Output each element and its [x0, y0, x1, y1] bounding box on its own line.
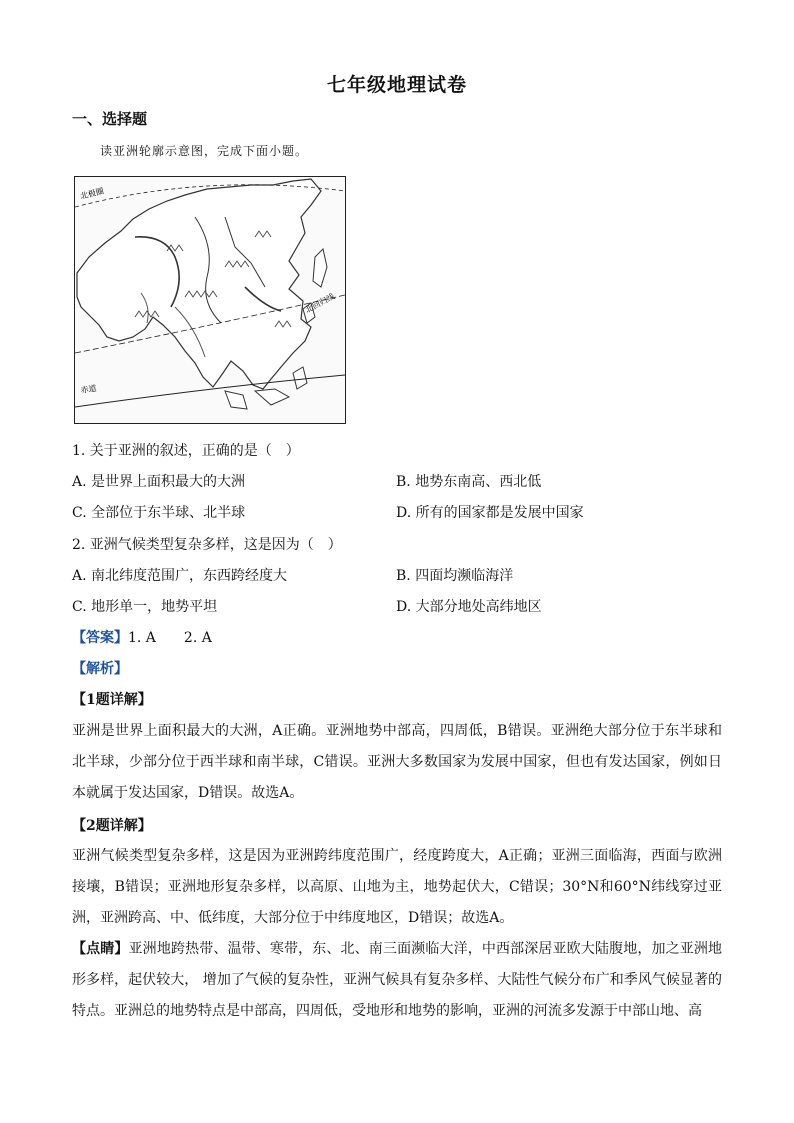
q2-option-c[interactable]: C. 地形单一，地势平坦	[72, 599, 218, 615]
q1-option-a[interactable]: A. 是世界上面积最大的大洲	[72, 474, 246, 490]
q2-option-b[interactable]: B. 四面均濒临海洋	[396, 568, 514, 584]
section-heading: 一、选择题	[72, 110, 148, 128]
answer-label: 【答案】	[72, 630, 128, 646]
question-2-stem: 2. 亚洲气候类型复杂多样，这是因为（ ）	[72, 537, 342, 553]
map-intro: 读亚洲轮廓示意图，完成下面小题。	[100, 144, 309, 158]
tropic-label: 北回归线	[303, 291, 337, 315]
detail-2-text: 亚洲气候类型复杂多样，这是因为亚洲跨纬度范围广，经度跨度大，A正确；亚洲三面临海，西面与欧洲接壤，B错误；亚洲地形复杂多样，以高原、山地为主，地势起伏大，C错误；30°N和60°N纬线穿过亚洲，亚洲跨高、中、低纬度，大部分位于中纬度地区，D错误；故选A。	[72, 848, 722, 926]
asia-outline-map	[74, 176, 346, 424]
detail-2-label: 【2题详解】	[72, 818, 152, 834]
exam-title: 七年级地理试卷	[326, 74, 467, 96]
comment-text: 亚洲地跨热带、温带、寒带，东、北、南三面濒临大洋，中西部深居亚欧大陆腹地，加之亚洲地形多样，起伏较大， 增加了气候的复杂性，亚洲气候具有复杂多样、大陆性气候分布广和季风气候显著的特点。亚洲总的地势特点是中部高，四周低，受地形和地势的影响，亚洲的河流多发源于中部山地、高	[72, 941, 723, 1019]
equator-label: 赤道	[80, 383, 98, 395]
asia-landmass	[77, 179, 321, 389]
q1-option-c[interactable]: C. 全部位于东半球、北半球	[72, 505, 246, 521]
detail-1-text: 亚洲是世界上面积最大的大洲，A正确。亚洲地势中部高，四周低，B错误。亚洲绝大部分位于东半球和北半球，少部分位于西半球和南半球，C错误。亚洲大多数国家为发展中国家，但也有发达国家，例如日本就属于发达国家，D错误。故选A。	[72, 723, 722, 801]
q1-option-b[interactable]: B. 地势东南高、西北低	[396, 474, 542, 490]
answer-line	[72, 628, 212, 648]
q2-option-a[interactable]: A. 南北纬度范围广，东西跨经度大	[72, 568, 288, 584]
q1-option-d[interactable]: D. 所有的国家都是发展中国家	[396, 505, 584, 521]
detail-1-label: 【1题详解】	[72, 692, 152, 708]
arctic-circle-label: 北极圈	[79, 186, 105, 201]
comment-label: 【点睛】	[72, 941, 129, 957]
q2-option-d[interactable]: D. 大部分地处高纬地区	[396, 599, 542, 615]
question-1-stem: 1. 关于亚洲的叙述，正确的是（ ）	[72, 443, 300, 459]
comment-paragraph	[72, 934, 722, 1027]
analysis-label: 【解析】	[72, 661, 128, 677]
answer-text: 1. A 2. A	[128, 630, 212, 646]
